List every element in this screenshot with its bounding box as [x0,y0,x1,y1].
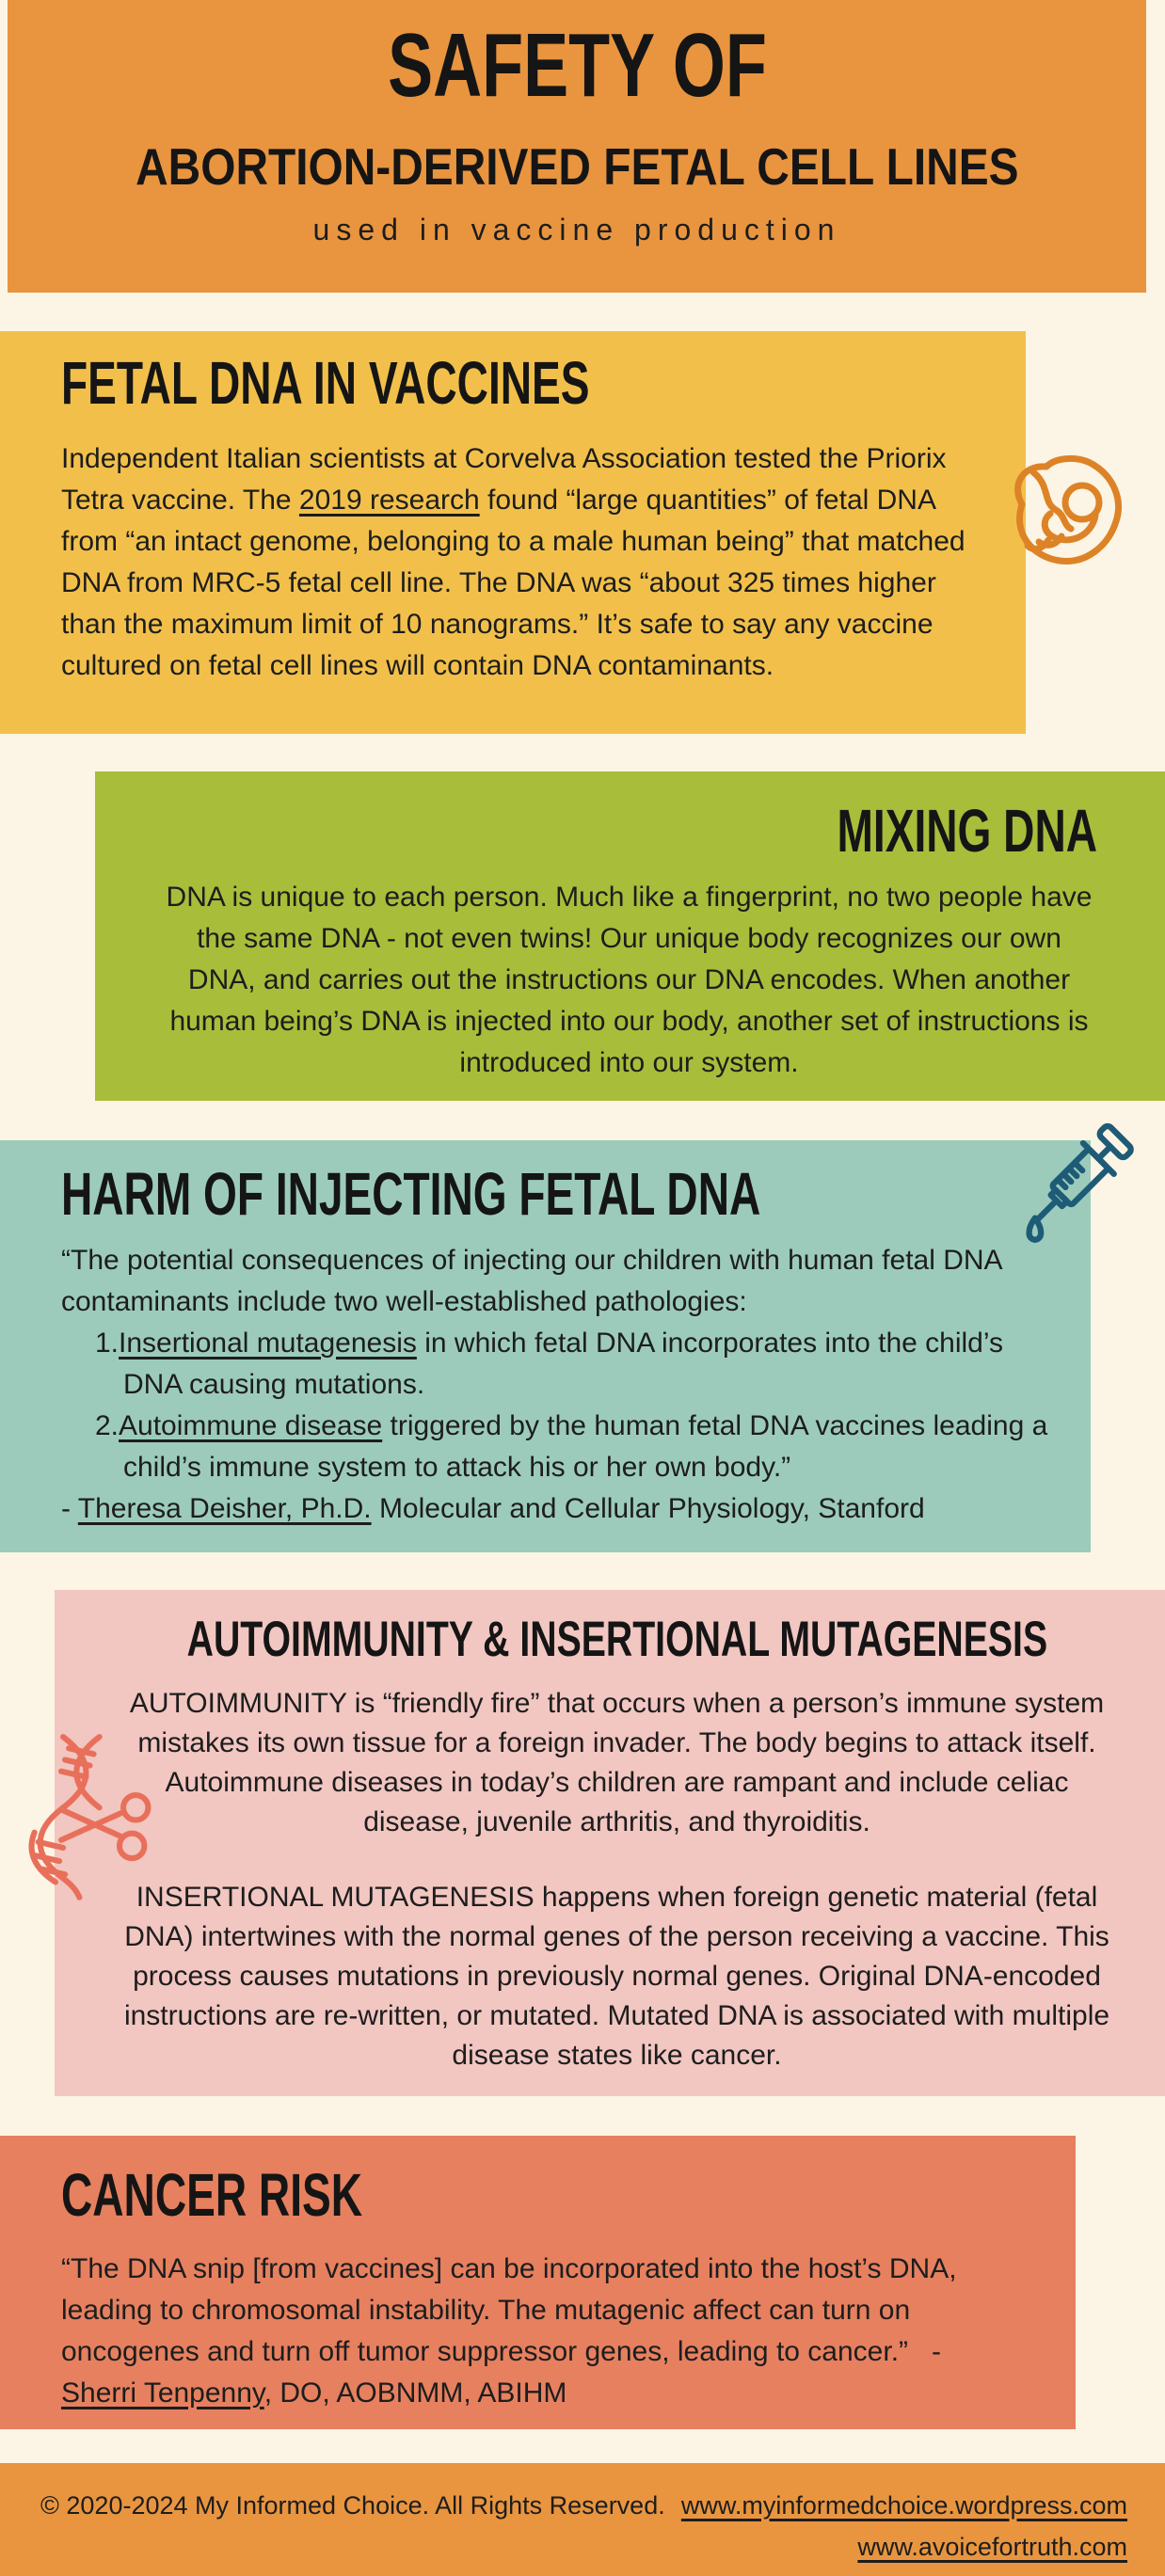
list-item [95,1323,1048,1406]
page-subtitle: used in vaccine production [312,213,841,246]
section-fetal-dna-heading: FETAL DNA IN VACCINES [61,349,590,417]
section-mixing-dna-heading: MIXING DNA [837,797,1097,865]
page-title-line1: SAFETY OF [387,15,767,116]
body-text: , DO, AOBNMM, ABIHM [263,2377,567,2409]
section-autoimmunity-heading: AUTOIMMUNITY & INSERTIONAL MUTAGENESIS [186,1612,1047,1667]
footer [0,2463,1165,2576]
body-text: - [61,1493,78,1524]
list-number: 2. [95,1410,120,1441]
section-fetal-dna-body [61,438,988,687]
body-text: triggered by the human fetal DNA vaccines leading a child’s immune system to attack his or her own body.” [123,1410,1048,1483]
list-item [95,1406,1048,1488]
section-harm [0,1140,1091,1552]
attribution-deisher [61,1488,1048,1530]
section-autoimmunity [55,1590,1165,2096]
copyright-text: © 2020-2024 My Informed Choice. All Rights Reserved. [40,2491,665,2520]
body-text: “The DNA snip [from vaccines] can be incorporated into the host’s DNA, leading to chromosomal instability. The mutagenic affect can turn on oncogenes and turn off tumor suppressor genes, leading to cancer.” - [61,2253,957,2367]
syringe-icon [1005,1113,1144,1262]
page-title-line2: ABORTION-DERIVED FETAL CELL LINES [135,137,1019,196]
body-text: Independent Italian scientists at Corvelva Association tested the Priorix Tetra vaccine. The [61,443,947,516]
link-theresa-deisher[interactable]: Theresa Deisher, Ph.D. [77,1493,372,1524]
footer-link-avoicefortruth[interactable]: www.avoicefortruth.com [857,2533,1127,2561]
link-autoimmune-disease[interactable]: Autoimmune disease [119,1410,383,1441]
section-harm-intro: “The potential consequences of injecting our children with human fetal DNA contaminants include two well-established pathologies: [61,1245,1001,1317]
dna-scissors-icon [6,1729,173,1916]
body-text: Molecular and Cellular Physiology, Stanford [371,1493,925,1524]
section-harm-heading: HARM OF INJECTING FETAL DNA [61,1160,761,1228]
section-cancer-risk [0,2136,1076,2429]
numbered-list [95,1323,1048,1488]
link-sherri-tenpenny[interactable]: Sherri Tenpenny [61,2377,264,2409]
section-autoimmunity-para2: INSERTIONAL MUTAGENESIS happens when foreign genetic material (fetal DNA) intertwines with the normal genes of the person receiving a vaccine. This process causes mutations in previously normal genes. Original DNA-encoded instructions are re-written, or mutated. Mutated DNA is associated with multiple disease states like cancer. [123,1882,1110,2071]
footer-link-myinformedchoice[interactable]: www.myinformedchoice.wordpress.com [680,2491,1127,2520]
section-fetal-dna [0,331,1026,734]
section-mixing-dna-body: DNA is unique to each person. Much like a fingerprint, no two people have the same DNA - not even twins! Our unique body recognizes our own DNA, and carries out the instructions our DNA encodes. When another human being’s DNA is injected into our body, another set of instructions is introduced into our system. [166,882,1093,1078]
section-cancer-risk-body [61,2249,1024,2414]
header-banner [8,0,1146,293]
section-autoimmunity-para1: AUTOIMMUNITY is “friendly fire” that occurs when a person’s immune system mistakes its own tissue for a foreign invader. The body begins to attack itself. Autoimmune diseases in today’s children are rampant and include celiac disease, juvenile arthritis, and thyroiditis. [129,1688,1105,1837]
body-text: in which fetal DNA incorporates into the child’s DNA causing mutations. [123,1328,1003,1400]
fetus-icon [996,450,1137,591]
link-insertional-mutagenesis[interactable]: Insertional mutagenesis [119,1328,417,1359]
body-text: found “large quantities” of fetal DNA from “an intact genome, belonging to a male human being” that matched DNA from MRC-5 fetal cell line. The DNA was “about 325 times higher than the maximum limit of 10 nanograms.” It’s safe to say any vaccine cultured on fetal cell lines will contain DNA contaminants. [61,485,966,681]
section-cancer-risk-heading: CANCER RISK [61,2161,363,2229]
list-number: 1. [95,1328,120,1359]
section-mixing-dna [95,771,1165,1101]
link-2019-research[interactable]: 2019 research [298,485,480,516]
